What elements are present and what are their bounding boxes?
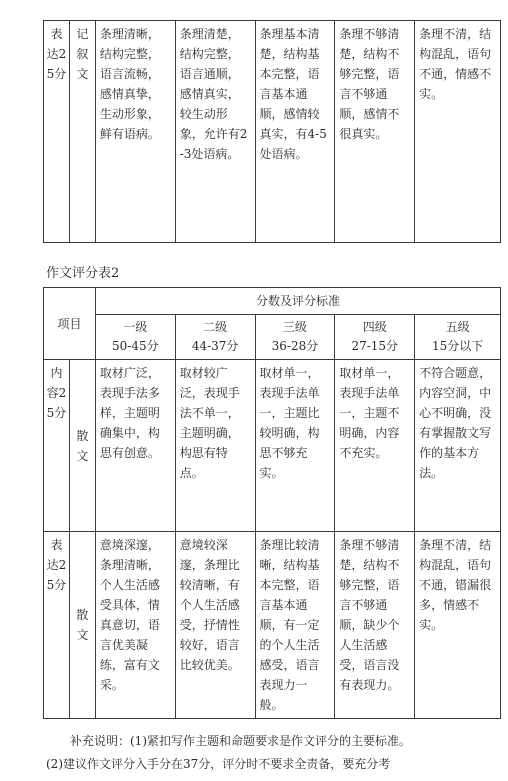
level-header: 五级 15分以下	[415, 315, 501, 360]
item-header: 项目	[44, 288, 96, 360]
criteria-cell: 条理不清，结构混乱，语句不通，错漏很多，情感不实。	[415, 532, 501, 719]
criteria-cell: 取材较广泛，表现手法不单一，主题明确，构思有特点。	[175, 360, 255, 532]
criteria-cell: 条理不够清楚，结构不够完整，语言不够通顺，感情不很真实。	[335, 21, 415, 243]
criteria-cell: 条理不清，结构混乱，语句不通，情感不实。	[415, 21, 501, 243]
criteria-cell: 条理比较清晰，结构基本完整，语言基本通顺，有一定的个人生活感受，语言表现力一般。	[255, 532, 335, 719]
level-header: 四级 27-15分	[335, 315, 415, 360]
table-row	[44, 21, 501, 243]
level-header: 二级 44-37分	[175, 315, 255, 360]
table-header-row	[44, 288, 501, 315]
criteria-cell: 不符合题意，内容空洞，中心不明确，没有掌握散文写作的基本方法。	[415, 360, 501, 532]
level-header-row	[44, 315, 501, 360]
criteria-cell: 意境深邃，条理清晰，个人生活感受具体，情真意切，语言优美凝练，富有文采。	[95, 532, 175, 719]
category-cell: 内容25分	[44, 360, 70, 532]
criteria-cell: 条理清楚，结构完整，语言通顺，感情真实，较生动形象，允许有2-3处语病。	[175, 21, 255, 243]
genre-cell: 散文	[69, 532, 95, 719]
genre-cell: 散文	[69, 360, 95, 532]
criteria-cell: 条理清晰，结构完整，语言流畅，感情真挚，生动形象，鲜有语病。	[95, 21, 175, 243]
category-cell: 表达25分	[44, 532, 70, 719]
score-header: 分数及评分标准	[95, 288, 500, 315]
criteria-cell: 取材广泛，表现手法多样，主题明确集中，构思有创意。	[95, 360, 175, 532]
criteria-cell: 条理不够清楚，结构不够完整，语言不够通顺，缺少个人生活感受，语言没有表现力。	[335, 532, 415, 719]
scoring-table-2	[43, 287, 501, 719]
table-row	[44, 532, 501, 719]
supplementary-note-1: 补充说明：(1)紧扣写作主题和命题要求是作文评分的主要标准。	[70, 734, 412, 748]
level-header: 一级 50-45分	[95, 315, 175, 360]
category-cell: 表达25分	[44, 21, 70, 243]
criteria-cell: 取材单一，表现手法单一，主题不明确，内容不充实。	[335, 360, 415, 532]
table-row	[44, 360, 501, 532]
criteria-cell: 意境较深邃，条理比较清晰，有个人生活感受，抒情性较好，语言比较优美。	[175, 532, 255, 719]
genre-cell: 记叙文	[69, 21, 95, 243]
scoring-table-1	[43, 20, 501, 243]
table-title: 作文评分表2	[46, 266, 120, 281]
level-header: 三级 36-28分	[255, 315, 335, 360]
criteria-cell: 取材单一，表现手法单一，主题比较明确，构思不够充实。	[255, 360, 335, 532]
criteria-cell: 条理基本清楚，结构基本完整，语言基本通顺，感情较真实，有4-5处语病。	[255, 21, 335, 243]
supplementary-note-2: (2)建议作文评分入手分在37分，评分时不要求全责备，要充分考	[46, 757, 391, 771]
